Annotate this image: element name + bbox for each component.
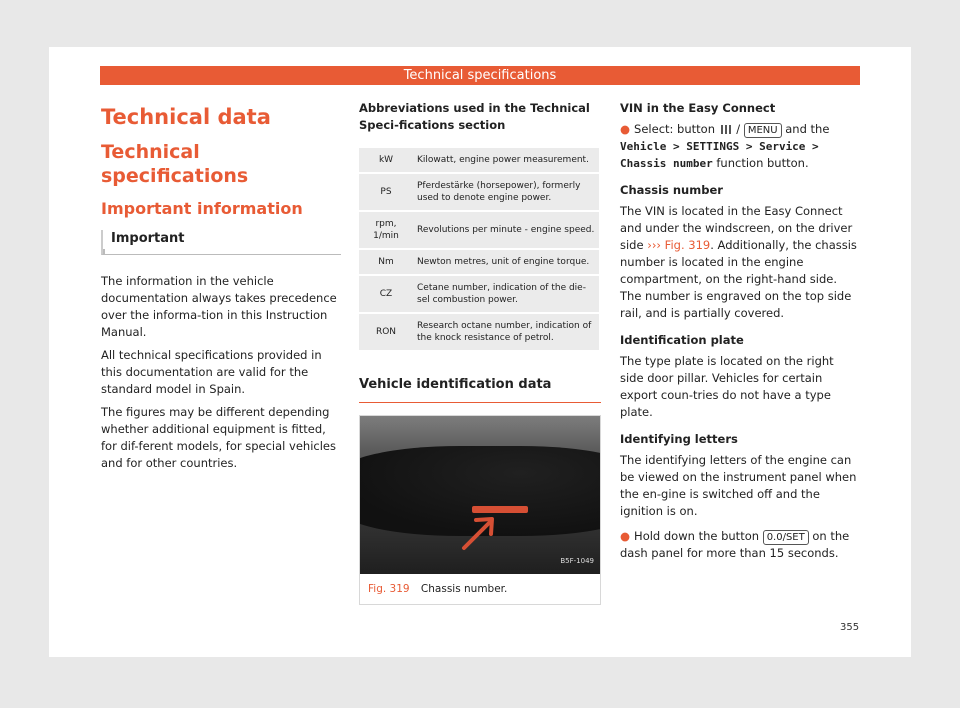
- abbreviations-table: [359, 146, 599, 352]
- chassis-number-text: [620, 203, 860, 322]
- abbr-desc: Cetane number, indication of the die-sel combustion power.: [413, 276, 599, 312]
- heading-important-information: Important information: [101, 199, 303, 218]
- chassis-text-part: . Additionally, the chassis number is located in the engine compartment, on the right-hand side. The number is engraved on the top side rail, and is partially covered.: [620, 238, 857, 320]
- figure-reference-link[interactable]: ››› Fig. 319: [647, 238, 711, 252]
- paragraph: The figures may be different depending whether additional equipment is fitted, for dif-ferent models, for special vehicles and for other countries.: [101, 405, 336, 470]
- paragraph: The information in the vehicle documentation always takes precedence over the informa-tion in this Instruction Manual.: [101, 274, 337, 339]
- bullet-icon: ●: [620, 529, 631, 543]
- abbr-key: Nm: [359, 250, 413, 274]
- page-header: Technical specifications: [100, 66, 860, 85]
- set-key: 0.0/SET: [763, 530, 809, 545]
- abbr-desc: Newton metres, unit of engine torque.: [413, 250, 599, 274]
- select-instruction: ● Select: button / MENU and the Vehicle > SETTINGS > Service > Chassis number function button.: [620, 122, 830, 170]
- menu-key: MENU: [744, 123, 782, 138]
- vehicle-identification-heading: Vehicle identification data: [359, 376, 601, 403]
- menu-path: Vehicle > SETTINGS > Service > Chassis number: [620, 140, 819, 170]
- table-row: [359, 276, 599, 312]
- bullet-icon: ●: [620, 122, 631, 136]
- paragraph: All technical specifications provided in this documentation are valid for the standard model in Spain.: [101, 348, 322, 396]
- identification-plate-text: The type plate is located on the right side door pillar. Vehicles for certain export coun-tries do not have a type plate.: [620, 354, 834, 419]
- table-row: [359, 212, 599, 248]
- abbr-desc: Revolutions per minute - engine speed.: [413, 212, 599, 248]
- identification-plate-heading: Identification plate: [620, 333, 744, 347]
- column-left: [101, 100, 341, 478]
- figure-caption: [360, 574, 600, 604]
- figure-label: Fig. 319: [368, 583, 410, 595]
- identifying-letters-text: The identifying letters of the engine can be viewed on the instrument panel when the en-gine is switched off and the ignition is on.: [620, 453, 857, 518]
- abbr-desc: Kilowatt, engine power measurement.: [413, 148, 599, 172]
- figure-caption-text: Chassis number.: [420, 583, 508, 595]
- select-prefix: Select: button: [634, 122, 715, 136]
- select-mid: and the: [785, 122, 830, 136]
- pointer-arrow-icon: [460, 512, 500, 552]
- hold-button-instruction: [620, 528, 860, 562]
- abbr-desc: Research octane number, indication of the knock resistance of petrol.: [413, 314, 599, 350]
- vin-easy-connect-heading: VIN in the Easy Connect: [620, 101, 776, 115]
- grid-button-icon: [721, 125, 731, 134]
- figure-chassis-number: [359, 415, 601, 605]
- select-suffix: function button.: [716, 156, 809, 170]
- hold-suffix: on the dash panel for more than 15 seconds.: [620, 529, 850, 560]
- table-row: [359, 148, 599, 172]
- identifying-letters-heading: Identifying letters: [620, 432, 738, 446]
- heading-important: Important: [101, 230, 341, 255]
- table-row: [359, 250, 599, 274]
- chassis-number-photo: [360, 416, 600, 574]
- table-row: [359, 174, 599, 210]
- hold-prefix: Hold down the button: [634, 529, 760, 543]
- abbr-key: kW: [359, 148, 413, 172]
- chassis-text-part: The VIN is located in the Easy Connect and under the windscreen, on the driver side: [620, 204, 853, 252]
- heading-technical-specifications: Technical specifications: [101, 141, 249, 187]
- abbr-desc: Pferdestärke (horsepower), formerly used to denote engine power.: [413, 174, 599, 210]
- abbr-key: rpm, 1/min: [359, 212, 413, 248]
- abbreviations-title: Abbreviations used in the Technical Speci-fications section: [359, 101, 590, 132]
- abbr-key: CZ: [359, 276, 413, 312]
- figure-code: B5F-1049: [560, 557, 594, 565]
- table-row: [359, 314, 599, 350]
- abbr-key: PS: [359, 174, 413, 210]
- column-right: [620, 100, 860, 568]
- page-number: 355: [840, 622, 860, 633]
- chassis-number-heading: Chassis number: [620, 183, 723, 197]
- column-middle: [359, 100, 601, 605]
- abbr-key: RON: [359, 314, 413, 350]
- heading-technical-data: Technical data: [101, 105, 271, 129]
